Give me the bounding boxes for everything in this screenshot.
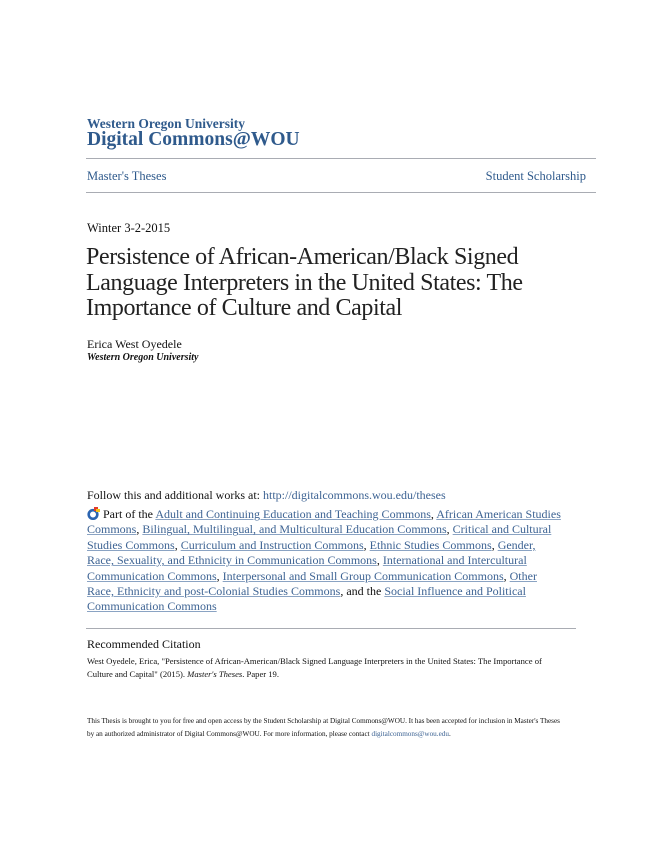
- follow-line: Follow this and additional works at: http://digitalcommons.wou.edu/theses: [87, 488, 446, 502]
- author: Erica West Oyedele: [87, 337, 182, 351]
- date: Winter 3-2-2015: [87, 221, 171, 235]
- page-title: [86, 245, 523, 322]
- nav-masters-theses[interactable]: Master's Theses: [87, 169, 167, 183]
- discipline-link[interactable]: Curriculum and Instruction Commons: [180, 537, 364, 552]
- divider: [86, 192, 596, 193]
- discipline-link[interactable]: Adult and Continuing Education and Teaching Commons: [155, 507, 431, 521]
- title-line: Language Interpreters in the United States: The: [86, 269, 523, 296]
- discipline-link[interactable]: Critical and Cultural Studies Commons: [87, 522, 552, 552]
- divider: [86, 158, 596, 159]
- discipline-link[interactable]: Interpersonal and Small Group Communication Commons: [222, 568, 504, 583]
- footer-notice: This Thesis is brought to you for free and open access by the Student Scholarship at Digital Commons@WOU. It has been accepted for inclusion in Master's Theses by an authorized administrator of Digital Commons@WOU. For more information, please contact digitalcommons@wou.edu.: [87, 717, 560, 738]
- title-line: Importance of Culture and Capital: [86, 295, 403, 321]
- discipline-link[interactable]: African American Studies Commons: [87, 507, 561, 537]
- repository-name[interactable]: Digital Commons@WOU: [87, 129, 300, 150]
- bepress-logo-icon: [87, 507, 100, 520]
- discipline-link[interactable]: Gender, Race, Sexuality, and Ethnicity in Communication Commons: [87, 537, 536, 568]
- title-line: Persistence of African-American/Black Signed: [86, 244, 519, 270]
- contact-email-link[interactable]: digitalcommons@wou.edu: [371, 730, 449, 738]
- institution-name: Western Oregon University: [87, 116, 245, 131]
- discipline-link[interactable]: International and Intercultural Communication Commons: [87, 553, 527, 583]
- discipline-link[interactable]: Other Race, Ethnicity and post-Colonial Studies Commons: [87, 568, 537, 599]
- discipline-link[interactable]: Social Influence and Political Communication Commons: [87, 584, 526, 614]
- theses-url-link[interactable]: http://digitalcommons.wou.edu/theses: [263, 488, 446, 502]
- nav-student-scholarship[interactable]: Student Scholarship: [485, 169, 586, 183]
- discipline-link[interactable]: Bilingual, Multilingual, and Multicultural Education Commons: [142, 522, 447, 537]
- citation-text: West Oyedele, Erica, "Persistence of African-American/Black Signed Language Interpreters in the United States: The Importance of Culture and Capital" (2015). Master's Theses. Paper 19.: [87, 656, 542, 679]
- part-of: Part of the Adult and Continuing Education and Teaching Commons, African American Studies Commons, Bilingual, Multilingual, and Multicultural Education Commons, Critical and Cultural Studies Commons, Curriculum and Instruction Commons, Ethnic Studies Commons, Gender, Race, Sexuality, and Ethnicity in Communication Commons, International and Intercultural Communication Commons, Interpersonal and Small Group Communication Commons, Other Race, Ethnicity and post-Colonial Studies Commons, and the Social Influence and Political Communication Commons: [87, 507, 561, 614]
- citation-heading: Recommended Citation: [87, 637, 201, 651]
- divider: [86, 628, 576, 629]
- discipline-link[interactable]: Ethnic Studies Commons: [369, 537, 492, 552]
- affiliation: Western Oregon University: [87, 352, 199, 363]
